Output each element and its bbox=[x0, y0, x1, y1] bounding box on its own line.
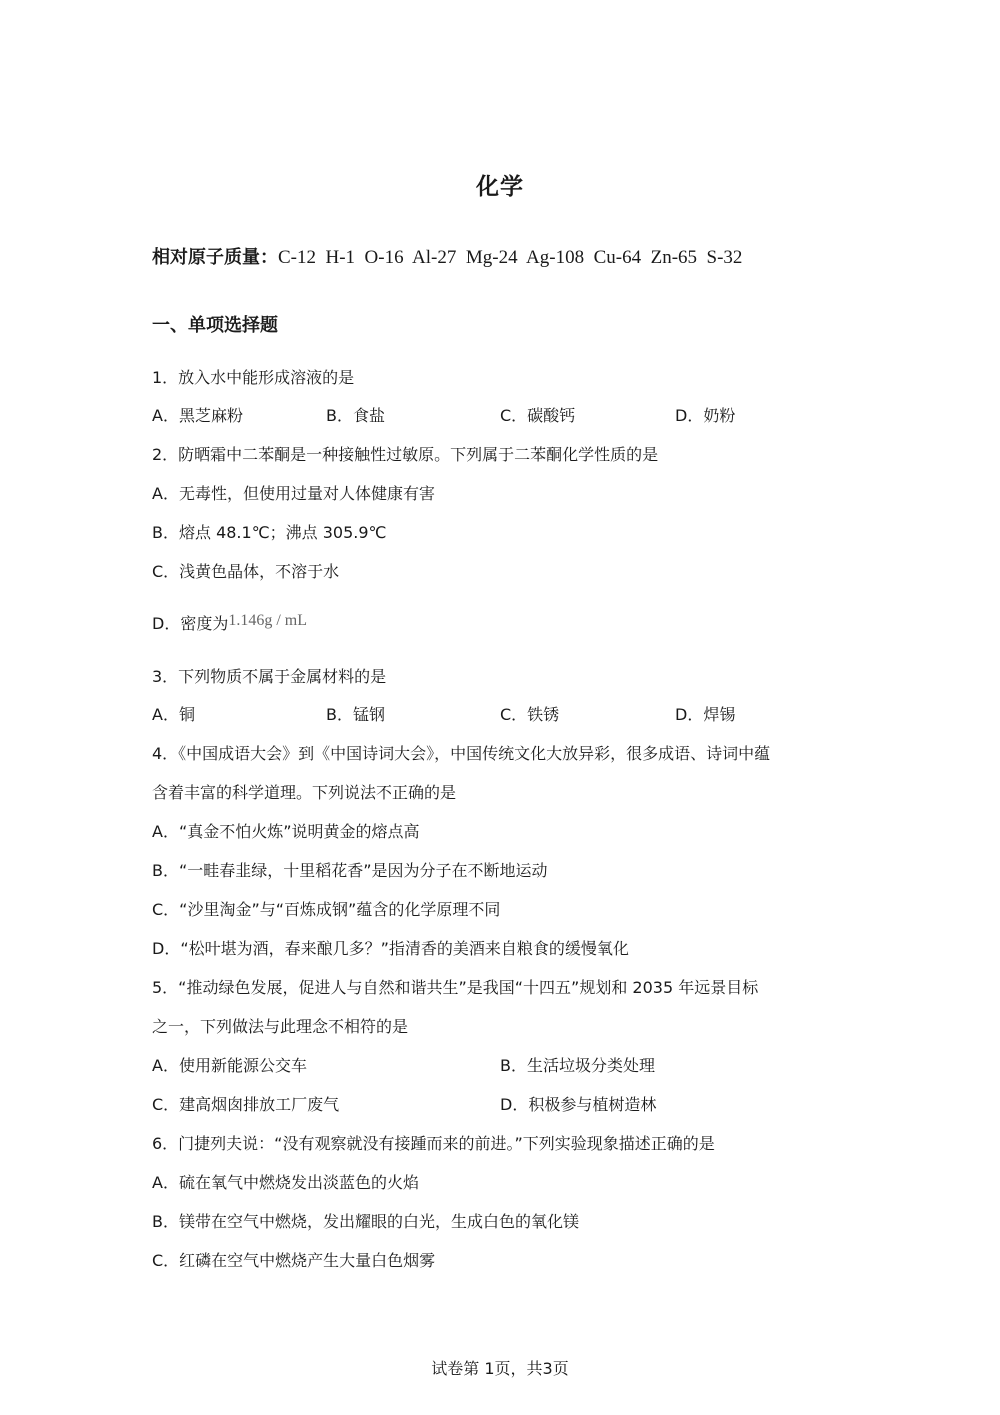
question-3-option-d: D．焊锡 bbox=[675, 705, 736, 724]
atomic-masses-label: 相对原子质量： bbox=[152, 247, 278, 268]
section-heading: 一、单项选择题 bbox=[152, 315, 278, 336]
question-2-stem: 2．防晒霜中二苯酮是一种接触性过敏原。下列属于二苯酮化学性质的是 bbox=[152, 445, 659, 464]
question-5-option-d: D．积极参与植树造林 bbox=[500, 1095, 657, 1114]
page-title: 化学 bbox=[476, 174, 524, 200]
question-5-option-a: A．使用新能源公交车 bbox=[152, 1056, 307, 1075]
question-3-option-c: C．铁锈 bbox=[500, 705, 560, 724]
question-1-option-b: B．食盐 bbox=[326, 406, 385, 425]
question-5-option-c: C．建高烟囱排放工厂废气 bbox=[152, 1095, 340, 1114]
page-footer: 试卷第 1页，共3页 bbox=[431, 1359, 569, 1378]
question-2-option-d-label: D．密度为 bbox=[152, 614, 229, 633]
question-5-option-b: B．生活垃圾分类处理 bbox=[500, 1056, 655, 1075]
question-1-option-a: A．黑芝麻粉 bbox=[152, 406, 243, 425]
question-3-stem: 3．下列物质不属于金属材料的是 bbox=[152, 667, 387, 686]
question-4-option-d: D．“松叶堪为酒，春来酿几多？”指清香的美酒来自粮食的缓慢氧化 bbox=[152, 939, 629, 958]
question-5-stem-line-2: 之一，下列做法与此理念不相符的是 bbox=[152, 1017, 409, 1036]
atomic-masses-values: C-12 H-1 O-16 Al-27 Mg-24 Ag-108 Cu-64 Zn-65 S-32 bbox=[278, 247, 743, 268]
atomic-masses bbox=[152, 243, 742, 269]
question-3-option-a: A．铜 bbox=[152, 705, 195, 724]
question-2-option-b: B．熔点 48.1℃；沸点 305.9℃ bbox=[152, 523, 387, 542]
question-5-stem-line-1: 5．“推动绿色发展，促进人与自然和谐共生”是我国“十四五”规划和 2035 年远景目标 bbox=[152, 978, 759, 997]
question-4-option-b: B．“一畦春韭绿，十里稻花香”是因为分子在不断地运动 bbox=[152, 861, 548, 880]
question-4-stem-line-1: 4．《中国成语大会》到《中国诗词大会》，中国传统文化大放异彩，很多成语、诗词中蕴 bbox=[152, 744, 771, 763]
question-4-stem-line-2: 含着丰富的科学道理。下列说法不正确的是 bbox=[152, 783, 457, 802]
question-3-option-b: B．锰钢 bbox=[326, 705, 385, 724]
question-1-option-d: D．奶粉 bbox=[675, 406, 736, 425]
question-1-stem: 1．放入水中能形成溶液的是 bbox=[152, 368, 355, 387]
question-2-option-c: C．浅黄色晶体，不溶于水 bbox=[152, 562, 340, 581]
question-2-option-d bbox=[152, 613, 307, 636]
density-value: 1.146g / mL bbox=[228, 612, 307, 629]
question-4-option-a: A．“真金不怕火炼”说明黄金的熔点高 bbox=[152, 822, 420, 841]
question-1-option-c: C．碳酸钙 bbox=[500, 406, 576, 425]
question-6-option-b: B．镁带在空气中燃烧，发出耀眼的白光，生成白色的氧化镁 bbox=[152, 1212, 579, 1231]
question-6-option-a: A．硫在氧气中燃烧发出淡蓝色的火焰 bbox=[152, 1173, 419, 1192]
question-6-stem: 6．门捷列夫说：“没有观察就没有接踵而来的前进。”下列实验现象描述正确的是 bbox=[152, 1134, 715, 1153]
question-6-option-c: C．红磷在空气中燃烧产生大量白色烟雾 bbox=[152, 1251, 436, 1270]
question-4-option-c: C．“沙里淘金”与“百炼成钢”蕴含的化学原理不同 bbox=[152, 900, 501, 919]
question-2-option-a: A．无毒性，但使用过量对人体健康有害 bbox=[152, 484, 435, 503]
